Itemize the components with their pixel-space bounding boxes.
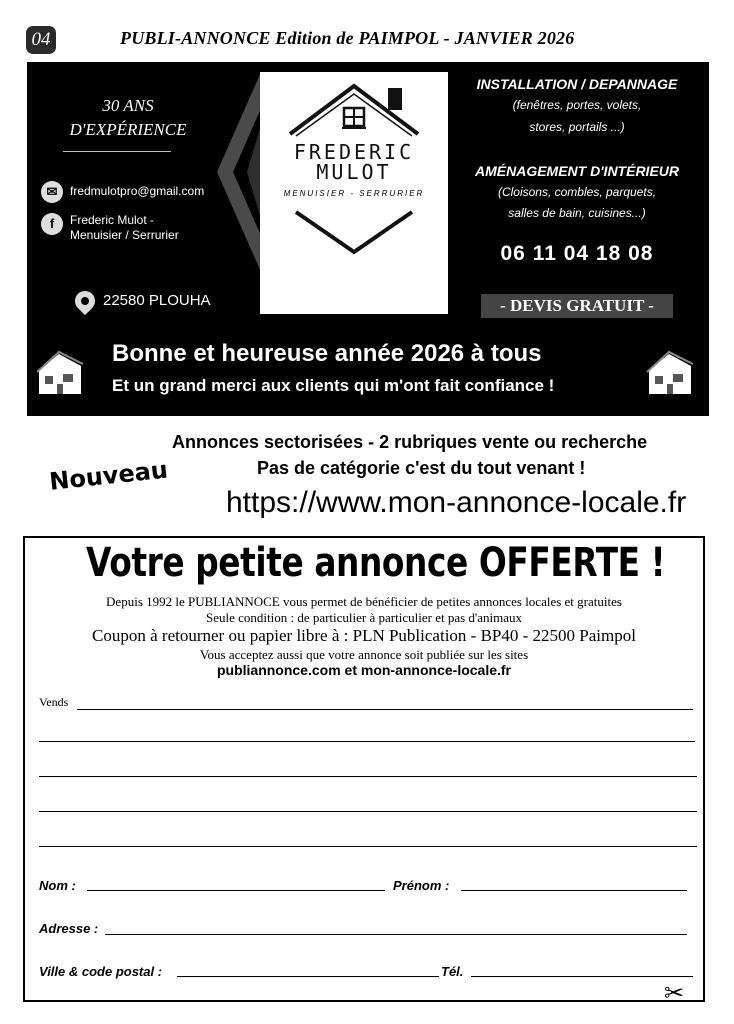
- experience-years: 30 ANS: [102, 96, 154, 115]
- service1-title: INSTALLATION / DEPANNAGE: [476, 76, 678, 92]
- phone-number: 06 11 04 18 08: [500, 242, 654, 265]
- coupon-condition: Seule condition : de particulier à particulier et pas d'animaux: [205, 610, 523, 625]
- website-link[interactable]: https://www.mon-annonce-locale.fr: [226, 486, 687, 519]
- classifieds-info-line2: Pas de catégorie c'est du tout venant !: [257, 458, 586, 478]
- location-text: 22580 PLOUHA: [103, 291, 211, 309]
- facebook-icon: f: [41, 213, 63, 235]
- coupon-return-address: Coupon à retourner ou papier libre à : PLN Publication - BP40 - 22500 Paimpol: [92, 626, 636, 645]
- ad-text-line[interactable]: [39, 741, 695, 742]
- tel-label: Tél.: [441, 964, 464, 979]
- greeting-headline: Bonne et heureuse année 2026 à tous: [112, 340, 542, 367]
- nom-field[interactable]: [87, 890, 385, 891]
- adresse-field[interactable]: [105, 934, 687, 935]
- service2-title: AMÉNAGEMENT D'INTÉRIEUR: [475, 163, 679, 179]
- nom-label: Nom :: [39, 878, 76, 893]
- divider: [63, 151, 171, 152]
- email-text: fredmulotpro@gmail.com: [70, 184, 205, 198]
- coupon-consent: Vous acceptez aussi que votre annonce soit publiée sur les sites: [199, 647, 529, 662]
- advertisement-banner: [27, 62, 709, 416]
- service1-line2: stores, portails ...): [529, 120, 625, 134]
- new-label: Nouveau: [48, 455, 170, 496]
- classifieds-info-line1: Annonces sectorisées - 2 rubriques vente ou recherche: [172, 432, 648, 452]
- location-pin-icon: [71, 287, 99, 315]
- service1-line1: (fenêtres, portes, volets,: [512, 98, 642, 112]
- coupon-websites: publiannonce.com et mon-annonce-locale.fr: [216, 662, 512, 678]
- service2-line2: salles de bain, cuisines...): [508, 206, 646, 220]
- ville-field[interactable]: [177, 976, 439, 977]
- page-number: 04: [26, 26, 56, 54]
- tel-field[interactable]: [471, 976, 693, 977]
- location: [75, 291, 211, 311]
- prenom-label: Prénom :: [393, 878, 450, 893]
- greeting-thanks: Et un grand merci aux clients qui m'ont fait confiance !: [112, 376, 555, 395]
- logo-name-last: MULOT: [316, 160, 392, 184]
- vends-label: Vends: [39, 695, 69, 709]
- email-icon: ✉: [41, 181, 63, 203]
- coupon-title: Votre petite annonce OFFERTE !: [86, 540, 666, 586]
- house-icon: [35, 348, 85, 398]
- facebook-text: [70, 213, 220, 243]
- free-ad-coupon: [23, 536, 705, 1002]
- page-header-title: PUBLI-ANNONCE Edition de PAIMPOL - JANVIER 2026: [120, 28, 575, 48]
- ad-text-line[interactable]: [39, 846, 697, 847]
- coupon-intro: Depuis 1992 le PUBLIANNOCE vous permet de bénéficier de petites annonces locales et gratuites: [106, 594, 622, 609]
- facebook-line2: Menuisier / Serrurier: [70, 228, 179, 242]
- experience-label: D'EXPÉRIENCE: [69, 120, 187, 139]
- ad-text-line[interactable]: [39, 811, 697, 812]
- company-logo: [260, 72, 448, 314]
- scissors-icon: ✂: [664, 980, 685, 1007]
- logo-subtitle: MENUISIER - SERRURIER: [283, 189, 425, 198]
- vends-field[interactable]: [77, 709, 693, 710]
- ville-label: Ville & code postal :: [39, 964, 163, 979]
- free-quote-badge: - DEVIS GRATUIT -: [481, 294, 673, 318]
- facebook-line1: Frederic Mulot -: [70, 213, 155, 227]
- service2-line1: (Cloisons, combles, parquets,: [497, 185, 657, 199]
- ad-text-line[interactable]: [39, 776, 697, 777]
- adresse-label: Adresse :: [39, 921, 99, 936]
- logo-name-first: FREDERIC: [293, 140, 415, 164]
- prenom-field[interactable]: [461, 890, 687, 891]
- house-icon: [645, 348, 695, 398]
